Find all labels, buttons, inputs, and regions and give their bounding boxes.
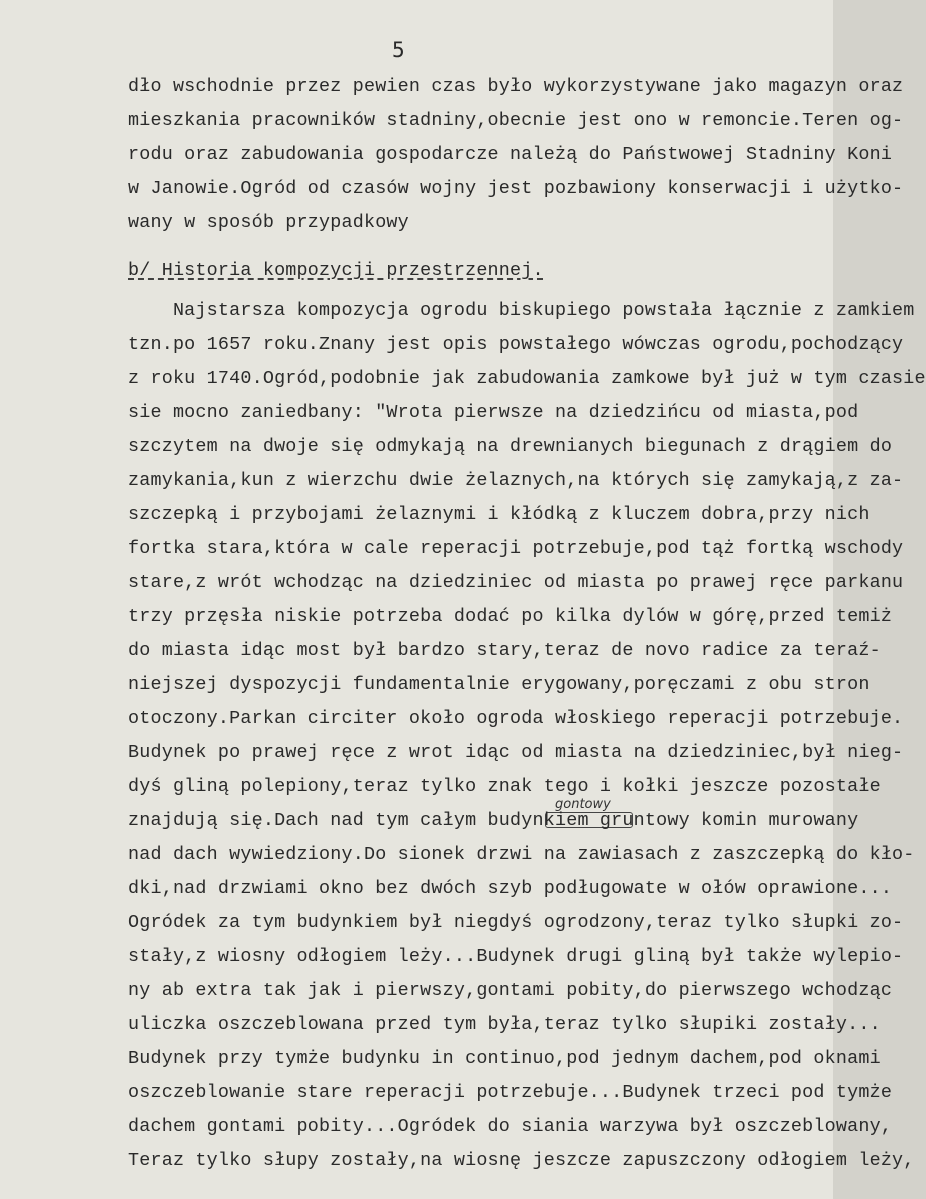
text-line-18: niejszej dyspozycji fundamentalnie erygowany,poręczami z obu stron: [128, 674, 870, 695]
text-line-25: Ogródek za tym budynkiem był niegdyś ogrodzony,teraz tylko słupki zo-: [128, 912, 904, 933]
text-line-31: dachem gontami pobity...Ogródek do siania warzywa był oszczeblowany,: [128, 1116, 893, 1137]
text-line-4: w Janowie.Ogród od czasów wojny jest pozbawiony konserwacji i użytko-: [128, 178, 904, 199]
text-line-10: sie mocno zaniedbany: "Wrota pierwsze na dziedzińcu od miasta,pod: [128, 402, 859, 423]
text-line-17: do miasta idąc most był bardzo stary,teraz de novo radice za teraź-: [128, 640, 881, 661]
text-line-23: nad dach wywiedziony.Do sionek drzwi na zawiasach z zaszczepką do kło-: [128, 844, 915, 865]
text-line-13: szczepką i przybojami żelaznymi i kłódką z kluczem dobra,przy nich: [128, 504, 870, 525]
text-line-26: stały,z wiosny odłogiem leży...Budynek drugi gliną był także wylepio-: [128, 946, 904, 967]
text-line-21: dyś gliną polepiony,teraz tylko znak tego i kołki jeszcze pozostałe: [128, 776, 881, 797]
text-line-32: Teraz tylko słupy zostały,na wiosnę jeszcze zapuszczony odłogiem leży,: [128, 1150, 915, 1171]
text-line-14: fortka stara,która w cale reperacji potrzebuje,pod tąż fortką wschody: [128, 538, 904, 559]
text-line-15: stare,z wrót wchodząc na dziedziniec od miasta po prawej ręce parkanu: [128, 572, 904, 593]
text-line-27: ny ab extra tak jak i pierwszy,gontami pobity,do pierwszego wchodząc: [128, 980, 893, 1001]
text-line-29: Budynek przy tymże budynku in continuo,pod jednym dachem,pod oknami: [128, 1048, 881, 1069]
text-line-8: tzn.po 1657 roku.Znany jest opis powstałego wówczas ogrodu,pochodzący: [128, 334, 904, 355]
text-line-5: wany w sposób przypadkowy: [128, 212, 409, 233]
text-line-1: dło wschodnie przez pewien czas było wykorzystywane jako magazyn oraz: [128, 76, 904, 97]
handwritten-correction: gontowy: [555, 797, 611, 812]
text-line-19: otoczony.Parkan circiter około ogroda włoskiego reperacji potrzebuje.: [128, 708, 904, 729]
text-line-20: Budynek po prawej ręce z wrot idąc od miasta na dziedziniec,był nieg-: [128, 742, 904, 763]
text-line-2: mieszkania pracowników stadniny,obecnie jest ono w remoncie.Teren og-: [128, 110, 904, 131]
text-line-3: rodu oraz zabudowania gospodarcze należą do Państwowej Stadniny Koni: [128, 144, 893, 165]
text-line-7: Najstarsza kompozycja ogrodu biskupiego powstała łącznie z zamkiem: [128, 300, 915, 321]
text-line-22: znajdują się.Dach nad tym całym budynkiem gruntowy komin murowany: [128, 810, 859, 831]
text-line-11: szczytem na dwoje się odmykają na drewnianych biegunach z drągiem do: [128, 436, 893, 457]
text-line-16: trzy przęsła niskie potrzeba dodać po kilka dylów w górę,przed temiż: [128, 606, 893, 627]
text-line-12: zamykania,kun z wierzchu dwie żelaznych,na których się zamykają,z za-: [128, 470, 904, 491]
text-line-9: z roku 1740.Ogród,podobnie jak zabudowania zamkowe był już w tym czasie: [128, 368, 926, 389]
text-line-30: oszczeblowanie stare reperacji potrzebuje...Budynek trzeci pod tymże: [128, 1082, 893, 1103]
page-number: 5: [392, 38, 406, 62]
text-line-24: dki,nad drzwiami okno bez dwóch szyb podługowate w ołów oprawione...: [128, 878, 893, 899]
text-line-28: uliczka oszczeblowana przed tym była,teraz tylko słupiki zostały...: [128, 1014, 881, 1035]
section-heading: b/ Historia kompozycji przestrzennej.: [128, 260, 544, 281]
